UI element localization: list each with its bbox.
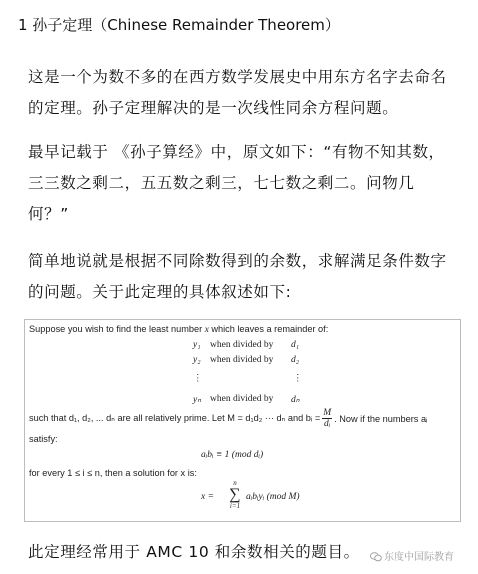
fraction-denominator: dᵢ <box>324 419 331 429</box>
theorem-box <box>24 319 461 522</box>
divisor-d1: d₁ <box>291 340 300 350</box>
remainder-text-1: when divided by <box>210 340 274 350</box>
divisor-d2: d₂ <box>291 355 300 365</box>
divisor-vdots: ⋮ <box>293 374 303 384</box>
watermark <box>368 548 456 563</box>
wechat-icon <box>370 552 382 562</box>
remainder-text-2: when divided by <box>210 355 274 365</box>
sum-symbol: ∑ <box>229 486 241 503</box>
solution-rhs: aᵢbᵢyᵢ (mod M) <box>246 492 300 502</box>
fraction-numerator: M <box>323 408 332 418</box>
summation <box>227 480 243 510</box>
condition-line <box>29 408 428 429</box>
sum-upper-limit: n <box>233 479 237 487</box>
remainder-vdots: ⋮ <box>193 374 203 384</box>
theorem-intro <box>29 324 328 334</box>
sum-lower-limit: i=1 <box>229 502 241 510</box>
for-every-line: for every 1 ≤ i ≤ n, then a solution for x is: <box>29 468 197 478</box>
condition-text-end: . Now if the numbers aᵢ <box>334 413 428 424</box>
remainder-text-n: when divided by <box>210 394 274 404</box>
remainder-yn: yₙ <box>193 395 202 405</box>
theorem-intro-variable: x <box>204 324 209 334</box>
remainder-y2: y₂ <box>193 355 201 365</box>
theorem-intro-suffix: which leaves a remainder of: <box>208 324 329 334</box>
bottom-text: 此定理经常用于 AMC 10 和余数相关的题目。 <box>28 543 360 561</box>
watermark-text: 东度中国际教育 <box>384 552 454 563</box>
paragraph-intro: 这是一个为数不多的在西方数学发展史中用东方名字去命名的定理。孙子定理解决的是一次线性同余方程问题。 <box>28 68 447 117</box>
remainder-y1: y₁ <box>193 340 201 350</box>
divisor-dn: dₙ <box>291 395 300 405</box>
fraction-m-over-di <box>322 408 332 429</box>
congruence-equation: aᵢbᵢ ≡ 1 (mod dᵢ) <box>201 450 264 460</box>
condition-text: such that d₁, d₂, ... dₙ are all relatively prime. Let M = d₁d₂ ··· dₙ and bᵢ = <box>29 413 321 423</box>
paragraph-summary: 简单地说就是根据不同除数得到的余数，求解满足条件数字的问题。关于此定理的具体叙述如下: <box>28 252 447 301</box>
solution-lhs: x = <box>201 492 215 502</box>
paragraph-origin: 最早记载于 《孙子算经》中，原文如下：“有物不知其数，三三数之剩二，五五数之剩三，七七数之剩二。问物几何？” <box>28 143 445 223</box>
page-title: 1 孙子定理（Chinese Remainder Theorem） <box>18 16 340 34</box>
satisfy-label: satisfy: <box>29 434 58 444</box>
theorem-intro-prefix: Suppose you wish to find the least number <box>29 324 205 334</box>
